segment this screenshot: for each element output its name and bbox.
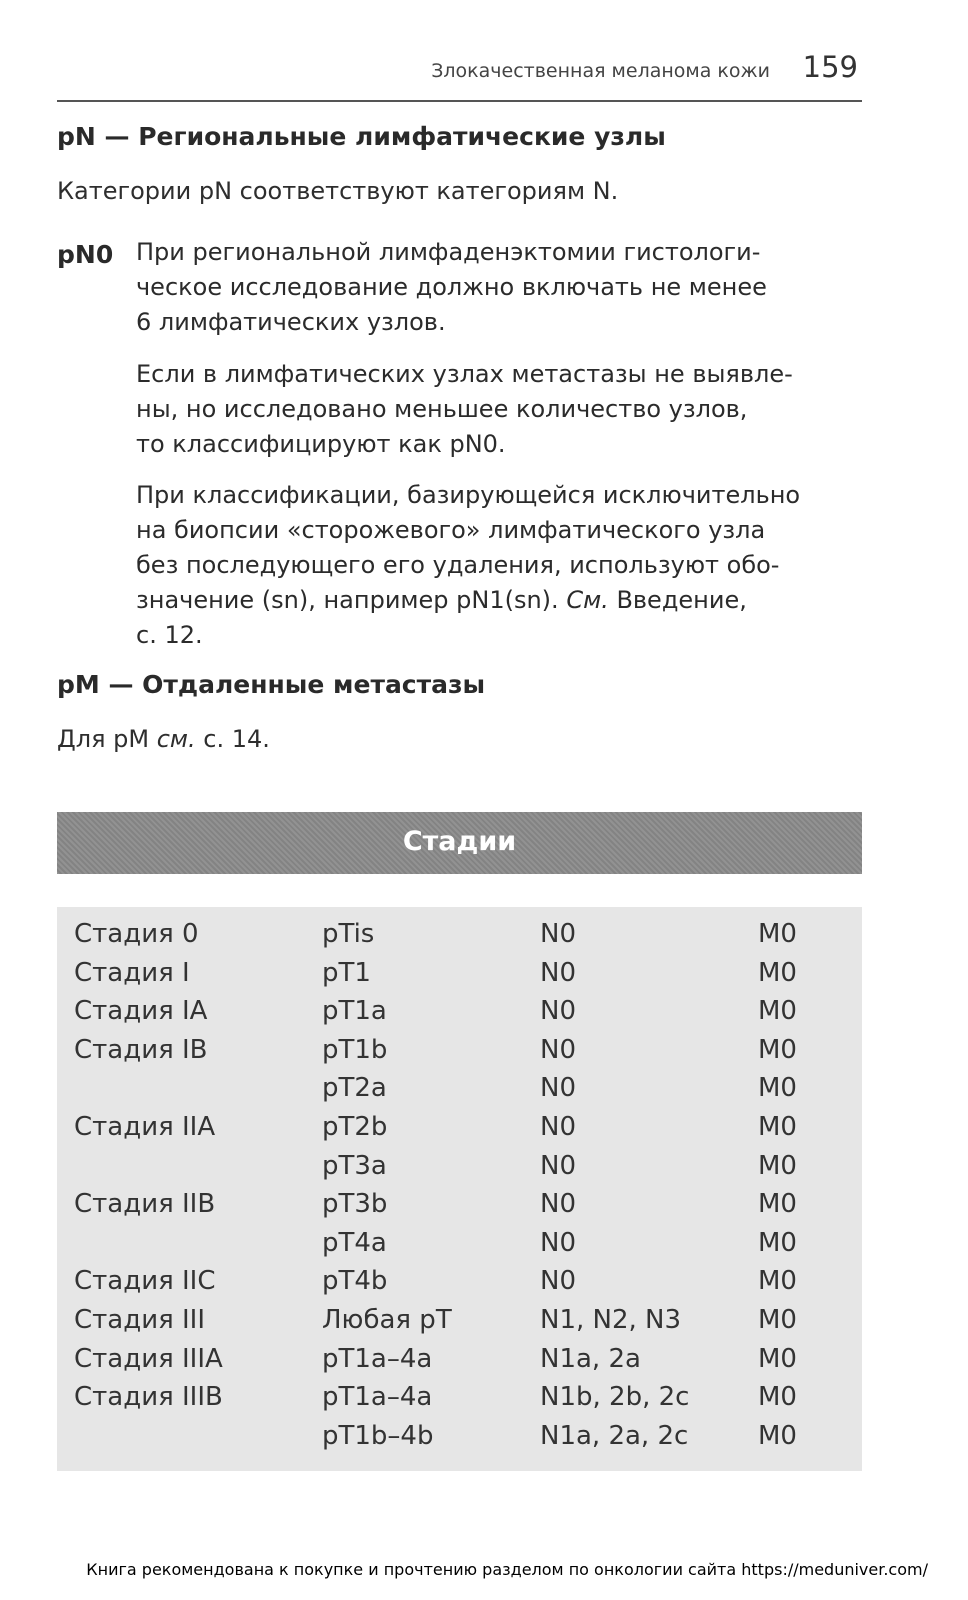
table-row	[57, 1033, 862, 1072]
pt-cell: pT1a–4a	[322, 1382, 433, 1413]
stage-cell: Стадия IIIB	[74, 1382, 223, 1413]
n-cell: N0	[540, 919, 576, 949]
pt-cell: pT4b	[322, 1266, 388, 1297]
pn-intro: Категории pN соответствуют категориям N.	[57, 177, 619, 205]
m-cell: M0	[758, 1112, 797, 1142]
m-cell: M0	[758, 1034, 797, 1065]
pn0-paragraph-1	[136, 235, 856, 340]
n-cell: N0	[540, 1073, 576, 1104]
pt-cell: pT1b–4b	[322, 1420, 434, 1451]
table-row	[57, 1110, 862, 1149]
stage-cell: Стадия IIA	[74, 1112, 216, 1142]
stages-title: Стадии	[402, 826, 517, 857]
stages-table	[57, 907, 862, 1471]
pt-cell: pT3b	[322, 1189, 388, 1220]
stage-cell: Стадия IIC	[74, 1266, 216, 1297]
m-cell: M0	[758, 957, 797, 988]
stage-cell: Стадия IIB	[74, 1189, 216, 1220]
text-line: то классифицируют как pN0.	[136, 430, 506, 458]
pt-cell: pT1a	[322, 996, 387, 1027]
table-row	[57, 994, 862, 1033]
m-cell: M0	[758, 919, 797, 949]
n-cell: N1a, 2a	[540, 1343, 641, 1374]
m-cell: M0	[758, 1382, 797, 1413]
stage-cell: Стадия III	[74, 1305, 206, 1335]
m-cell: M0	[758, 1189, 797, 1220]
pn0-paragraph-2	[136, 357, 856, 462]
text-line: Если в лимфатических узлах метастазы не выявле-	[136, 360, 793, 388]
cross-reference-emphasis: см.	[156, 725, 196, 753]
m-cell: M0	[758, 1420, 797, 1451]
stage-cell: Стадия I	[74, 957, 190, 988]
text-run: Введение,	[608, 586, 747, 614]
n-cell: N0	[540, 957, 576, 988]
text-line: ны, но исследовано меньшее количество узлов,	[136, 395, 748, 423]
n-cell: N0	[540, 1227, 576, 1258]
table-row	[57, 956, 862, 995]
stage-cell: Стадия IB	[74, 1034, 208, 1065]
text-run: значение (sn), например pN1(sn).	[136, 586, 567, 614]
m-cell: M0	[758, 1305, 797, 1335]
text-line: на биопсии «сторожевого» лимфатического узла	[136, 516, 766, 544]
text-line	[136, 583, 856, 618]
table-row	[57, 1149, 862, 1188]
m-cell: M0	[758, 996, 797, 1027]
pt-cell: pT2b	[322, 1112, 388, 1142]
pt-cell: pT3a	[322, 1150, 387, 1181]
text-line: При классификации, базирующейся исключительно	[136, 481, 801, 509]
m-cell: M0	[758, 1227, 797, 1258]
page-header	[57, 48, 862, 102]
pt-cell: Любая pT	[322, 1305, 452, 1335]
text-line: При региональной лимфаденэктомии гистологи-	[136, 238, 761, 266]
table-row	[57, 917, 862, 956]
stage-cell: Стадия IIIA	[74, 1343, 223, 1374]
table-row	[57, 1380, 862, 1419]
stages-title-bar	[57, 812, 862, 874]
table-row	[57, 1226, 862, 1265]
m-cell: M0	[758, 1073, 797, 1104]
cross-reference-emphasis: См.	[566, 586, 609, 614]
table-row	[57, 1419, 862, 1458]
text-line: ческое исследование должно включать не менее	[136, 273, 767, 301]
n-cell: N0	[540, 1189, 576, 1220]
n-cell: N0	[540, 1112, 576, 1142]
stage-cell: Стадия IA	[74, 996, 208, 1027]
text-line: с. 12.	[136, 621, 203, 649]
stage-cell: Стадия 0	[74, 919, 199, 949]
pn-section-heading: pN — Региональные лимфатические узлы	[57, 122, 666, 151]
text-run: с. 14.	[195, 725, 270, 753]
n-cell: N1, N2, N3	[540, 1305, 682, 1335]
m-cell: M0	[758, 1266, 797, 1297]
text-run: Для pM	[57, 725, 157, 753]
pt-cell: pT4a	[322, 1227, 387, 1258]
pn0-term: pN0	[57, 240, 114, 269]
pt-cell: pT1a–4a	[322, 1343, 433, 1374]
table-row	[57, 1187, 862, 1226]
n-cell: N1b, 2b, 2c	[540, 1382, 690, 1413]
pt-cell: pT2a	[322, 1073, 387, 1104]
n-cell: N0	[540, 1266, 576, 1297]
table-row	[57, 1303, 862, 1342]
pt-cell: pTis	[322, 919, 375, 949]
pn0-paragraph-3	[136, 478, 856, 653]
table-row	[57, 1264, 862, 1303]
table-row	[57, 1342, 862, 1381]
m-cell: M0	[758, 1150, 797, 1181]
n-cell: N0	[540, 996, 576, 1027]
running-title: Злокачественная меланома кожи	[431, 60, 770, 82]
n-cell: N0	[540, 1034, 576, 1065]
table-row	[57, 1071, 862, 1110]
pm-section-heading: pM — Отдаленные метастазы	[57, 670, 486, 699]
pm-text	[57, 722, 270, 757]
text-line: без последующего его удаления, используют обо-	[136, 551, 780, 579]
n-cell: N0	[540, 1150, 576, 1181]
n-cell: N1a, 2a, 2c	[540, 1420, 689, 1451]
pt-cell: pT1	[322, 957, 371, 988]
m-cell: M0	[758, 1343, 797, 1374]
text-line: 6 лимфатических узлов.	[136, 308, 446, 336]
page-number: 159	[802, 50, 858, 84]
pt-cell: pT1b	[322, 1034, 388, 1065]
footer-note: Книга рекомендована к покупке и прочтению разделом по онкологии сайта https://meduniver.com/	[86, 1560, 928, 1579]
